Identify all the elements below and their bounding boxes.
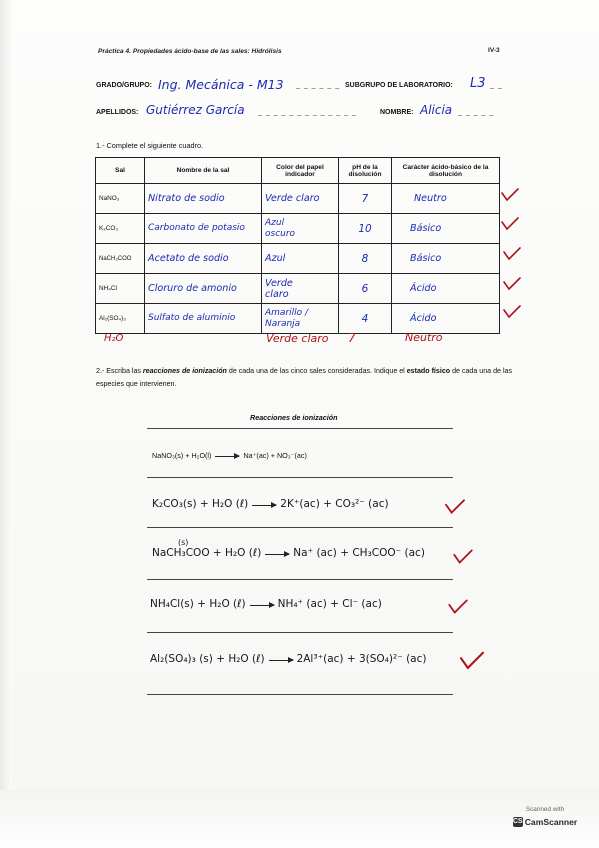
checkmark-icon (502, 276, 522, 292)
reaction-left: K₂CO₃(s) + H₂O (ℓ) (152, 498, 249, 510)
reaction-right: 2Al³⁺(ac) + 3(SO₄)²⁻ (ac) (296, 653, 427, 665)
cell-sal: Al₂(SO₄)₃ (96, 304, 145, 334)
answer-line (147, 477, 453, 478)
table-row (96, 274, 500, 304)
answer-line (147, 632, 453, 633)
answer-line (147, 694, 453, 695)
hand-ph: 4 (361, 312, 369, 325)
cell-nombre (145, 274, 262, 304)
cell-nombre (145, 214, 262, 244)
subgrupo-label: SUBGRUPO DE LABORATORIO: (345, 82, 453, 89)
salts-table (95, 157, 500, 334)
table-row (96, 244, 500, 274)
checkmark-icon (458, 650, 486, 672)
checkmark-icon (447, 598, 469, 616)
table-header-row (96, 158, 500, 184)
q2-text-bold: estado físico (406, 367, 451, 375)
hand-caracter: Neutro (414, 193, 447, 204)
cell-ph (339, 304, 392, 334)
cell-nombre (145, 244, 262, 274)
reaction-left: Al₂(SO₄)₃ (s) + H₂O (ℓ) (150, 653, 265, 665)
reaction-4 (150, 598, 382, 610)
reaction-2 (152, 498, 389, 510)
hand-ph: 8 (361, 252, 369, 265)
q2-text-em: reacciones de ionización (142, 367, 227, 375)
reaction-5 (150, 653, 426, 665)
reaction-3-annotation: (s) (178, 538, 189, 547)
q2-text-c: de cada una de las especies que intervienen. (96, 367, 513, 388)
practice-title: Práctica 4. Propiedades ácido-base de las sales: Hidrólisis (98, 48, 282, 55)
cell-caracter (392, 244, 500, 274)
answer-line (147, 579, 453, 580)
cell-caracter (392, 274, 500, 304)
cell-color (262, 274, 339, 304)
reactions-title: Reacciones de ionización (250, 413, 338, 422)
checkmark-icon (500, 187, 520, 203)
cell-color (262, 304, 339, 334)
cell-caracter (392, 214, 500, 244)
answer-line (147, 428, 453, 429)
camscanner-logo-icon: CS (512, 818, 523, 825)
subgrupo-value: L3 (470, 76, 486, 91)
reaction-3 (152, 547, 425, 559)
arrow-icon (250, 605, 274, 606)
hand-nombre: Sulfato de aluminio (148, 313, 236, 323)
scanner-watermark (505, 806, 585, 829)
table-row (96, 184, 500, 214)
apellidos-label: APELLIDOS: (96, 109, 139, 116)
answer-line (147, 527, 453, 528)
cell-ph (339, 184, 392, 214)
reaction-right: NH₄⁺ (ac) + Cl⁻ (ac) (277, 598, 382, 610)
reaction-left: NH₄Cl(s) + H₂O (ℓ) (150, 598, 246, 610)
reaction-left: NaNO₃(s) + H₂O(l) (152, 451, 212, 460)
subgrupo-underline: _ _ (490, 82, 503, 89)
cell-sal: NH₄Cl (96, 274, 145, 304)
question-2 (96, 365, 516, 391)
nombre-underline: _ _ _ _ _ (458, 109, 495, 116)
cell-nombre (145, 184, 262, 214)
hand-ph: 7 (361, 192, 369, 205)
header-nombre: Nombre de la sal (145, 158, 262, 184)
arrow-icon (265, 554, 289, 555)
watermark-brand (505, 815, 585, 829)
grado-label: GRADO/GRUPO: (96, 82, 152, 89)
hand-caracter: Básico (410, 253, 442, 264)
cell-color (262, 244, 339, 274)
hand-ph: 10 (358, 222, 372, 235)
checkmark-icon (452, 548, 474, 566)
question-1: 1.- Complete el siguiente cuadro. (96, 141, 204, 150)
cell-sal: NaNO₃ (96, 184, 145, 214)
hand-caracter: Ácido (410, 283, 437, 294)
table-row (96, 214, 500, 244)
cell-nombre (145, 304, 262, 334)
arrow-icon (252, 505, 276, 506)
header-caracter: Carácter ácido-básico de la disolución (392, 158, 500, 184)
hand-caracter: Ácido (410, 313, 437, 324)
header-color: Color del papel indicador (262, 158, 339, 184)
apellidos-value: Gutiérrez García (146, 103, 245, 117)
arrow-icon (269, 660, 293, 661)
reaction-right: Na⁺(ac) + NO₃⁻(ac) (243, 451, 307, 460)
sheet-edge (0, 0, 12, 848)
hand-color: Verde claro (265, 277, 293, 300)
q2-text-a: 2.- Escriba las (96, 367, 143, 375)
hand-color: Verde claro (265, 193, 320, 204)
hand-nombre: Carbonato de potasio (148, 223, 245, 233)
nombre-value: Alicia (420, 103, 453, 117)
hand-color: Azul oscuro (265, 217, 296, 239)
page-code: IV-3 (488, 47, 500, 54)
extra-sal: H₂O (104, 333, 124, 344)
checkmark-icon (443, 498, 467, 516)
hand-ph: 6 (361, 282, 369, 295)
header-ph: pH de la disolución (339, 158, 392, 184)
cell-sal: K₂CO₃ (96, 214, 145, 244)
checkmark-icon (502, 304, 522, 320)
cell-caracter (392, 184, 500, 214)
cell-ph (339, 214, 392, 244)
reaction-left: NaCH₃COO + H₂O (ℓ) (152, 547, 262, 559)
hand-nombre: Acetato de sodio (148, 253, 229, 264)
table-row (96, 304, 500, 334)
reaction-1 (152, 451, 307, 460)
hand-nombre: Cloruro de amonio (148, 283, 237, 294)
hand-caracter: Básico (410, 223, 442, 234)
extra-ph: 7 (348, 331, 356, 345)
checkmark-icon (500, 216, 520, 232)
cell-ph (339, 274, 392, 304)
hand-color: Amarillo / Naranja (265, 307, 309, 329)
cell-caracter (392, 304, 500, 334)
nombre-label: NOMBRE: (380, 109, 414, 116)
grado-value: Ing. Mecánica - M13 (158, 77, 284, 92)
cell-color (262, 184, 339, 214)
header-sal: Sal (96, 158, 145, 184)
extra-color: Verde claro (266, 332, 329, 345)
cell-sal: NaCH₃COO (96, 244, 145, 274)
hand-color: Azul (265, 253, 286, 264)
watermark-name: CamScanner (524, 817, 578, 827)
watermark-caption: Scanned with (525, 806, 565, 813)
checkmark-icon (502, 246, 522, 262)
q2-text-b: de cada una de las cinco sales consideradas. Indique el (226, 367, 407, 375)
apellidos-underline: _ _ _ _ _ _ _ _ _ _ _ _ _ (258, 109, 357, 116)
reaction-right: 2K⁺(ac) + CO₃²⁻ (ac) (280, 498, 389, 510)
hand-nombre: Nitrato de sodio (148, 193, 225, 204)
cell-ph (339, 244, 392, 274)
arrow-icon (215, 456, 239, 457)
grado-underline: _ _ _ _ _ _ (296, 82, 341, 89)
extra-caracter: Neutro (405, 331, 443, 344)
cell-color (262, 214, 339, 244)
reaction-right: Na⁺ (ac) + CH₃COO⁻ (ac) (293, 547, 425, 559)
